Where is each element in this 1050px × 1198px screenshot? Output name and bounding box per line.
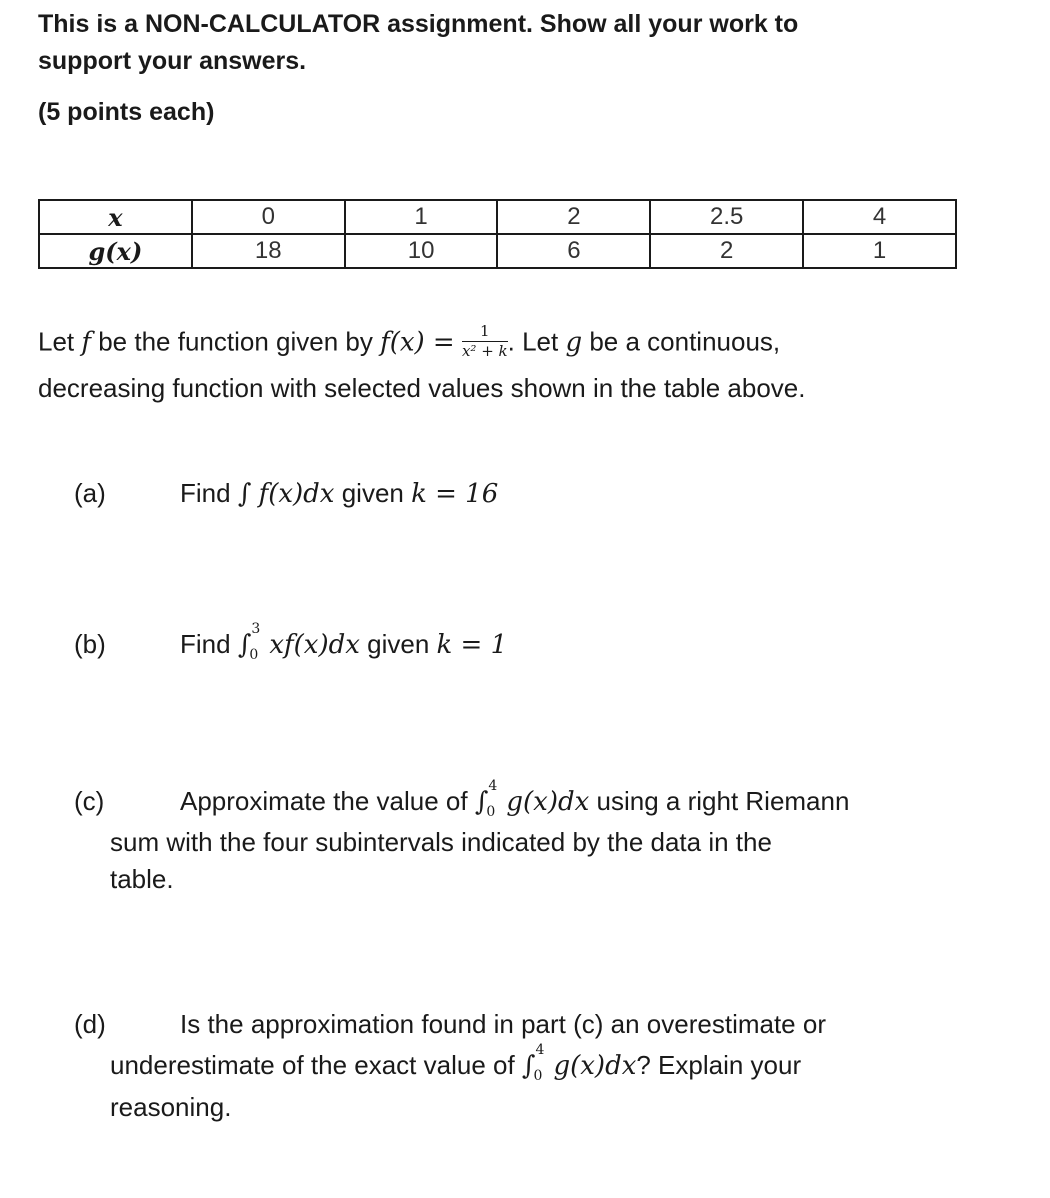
- part-d-line-3: reasoning.: [110, 1092, 232, 1122]
- part-b-condition: k = 1: [436, 630, 508, 660]
- lower-limit: 0: [533, 1068, 543, 1085]
- part-c-text: Approximate the value of: [180, 786, 475, 816]
- table-cell: 0: [192, 200, 345, 234]
- integral-sign-icon: ∫: [521, 1051, 536, 1081]
- part-c-text: using a right Riemann: [589, 786, 850, 816]
- part-a-label: (a): [74, 478, 106, 508]
- part-b-text: Find: [180, 629, 238, 659]
- f-variable: f: [81, 327, 91, 358]
- row-label-x: x: [39, 200, 192, 234]
- upper-limit: 4: [488, 778, 498, 795]
- part-c-line-1: [180, 778, 850, 821]
- part-d-integrand: g(x)dx: [553, 1051, 637, 1081]
- part-a-text: Find: [180, 478, 238, 508]
- lower-limit: 0: [249, 647, 259, 664]
- part-a-text: given: [334, 478, 412, 508]
- intro-line-1: [38, 322, 781, 361]
- integral-limits: [486, 778, 500, 821]
- table-cell: 2.5: [650, 200, 803, 234]
- part-b-question: [180, 621, 508, 664]
- integral-sign-icon: ∫: [237, 479, 252, 509]
- table-cell: 6: [497, 234, 650, 268]
- integral-limits: [533, 1042, 547, 1085]
- f-definition: f(x) =: [380, 327, 455, 358]
- table-row-gx: [39, 234, 956, 268]
- part-b-label: (b): [74, 629, 106, 659]
- upper-limit: 3: [251, 621, 261, 638]
- points-note: (5 points each): [38, 98, 215, 126]
- part-d-line-2: [110, 1042, 802, 1085]
- table-cell: 1: [803, 234, 956, 268]
- table-cell: 10: [345, 234, 498, 268]
- lower-limit: 0: [486, 804, 496, 821]
- g-variable: g: [565, 327, 583, 358]
- instructions-line-2: support your answers.: [38, 47, 307, 75]
- table-cell: 18: [192, 234, 345, 268]
- table-cell: 2: [497, 200, 650, 234]
- part-d-label: (d): [74, 1009, 106, 1039]
- table-row-x: [39, 200, 956, 234]
- part-a-integrand: f(x)dx: [258, 479, 335, 509]
- f-fraction: [462, 324, 508, 359]
- part-d-text: underestimate of the exact value of: [110, 1050, 522, 1080]
- integral-sign-icon: ∫: [237, 630, 252, 660]
- part-c-label: (c): [74, 786, 105, 816]
- part-b-integrand: xf(x)dx: [269, 630, 360, 660]
- part-c-line-2: sum with the four subintervals indicated by the data in the: [110, 827, 772, 857]
- part-c-line-3: table.: [110, 864, 174, 894]
- intro-line-2: decreasing function with selected values shown in the table above.: [38, 373, 806, 403]
- table-cell: 1: [345, 200, 498, 234]
- intro-text: be the function given by: [91, 326, 381, 357]
- intro-text: . Let: [507, 326, 566, 357]
- part-b-text: given: [359, 629, 437, 659]
- part-a-question: [180, 478, 498, 509]
- part-d-line-1: Is the approximation found in part (c) an overestimate or: [180, 1009, 826, 1039]
- table-cell: 2: [650, 234, 803, 268]
- instructions-line-1: This is a NON-CALCULATOR assignment. Show all your work to: [38, 10, 799, 38]
- part-c-integrand: g(x)dx: [506, 787, 590, 817]
- integral-limits: [249, 621, 263, 664]
- fraction-denominator: x² + k: [461, 342, 508, 360]
- intro-text: be a continuous,: [582, 326, 781, 357]
- part-d-text: ? Explain your: [636, 1050, 802, 1080]
- values-table: [38, 199, 957, 269]
- intro-text: Let: [38, 326, 82, 357]
- row-label-gx: g(x): [39, 234, 192, 268]
- fraction-numerator: 1: [462, 324, 508, 342]
- part-a-condition: k = 16: [411, 479, 499, 509]
- integral-sign-icon: ∫: [474, 787, 489, 817]
- table-cell: 4: [803, 200, 956, 234]
- upper-limit: 4: [535, 1042, 545, 1059]
